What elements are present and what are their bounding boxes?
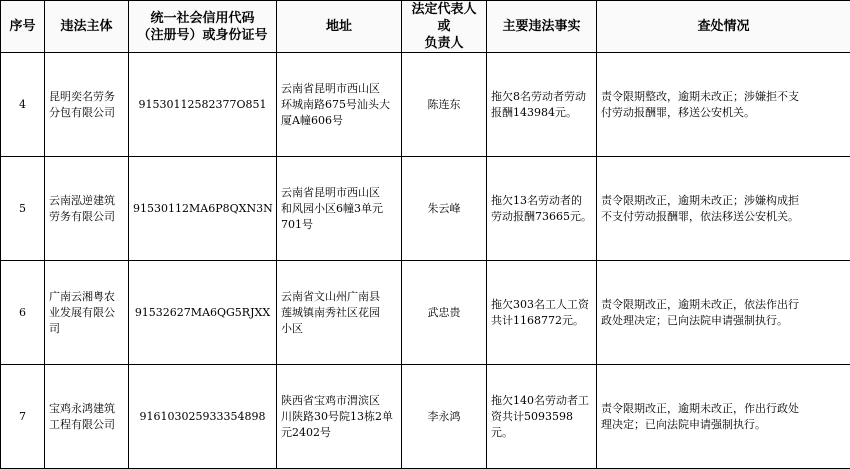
cell-representative: 朱云峰 — [402, 157, 487, 261]
cell-address: 云南省文山州广南县 莲城镇南秀社区花园 小区 — [277, 261, 402, 365]
table-header — [1, 1, 850, 53]
cell-entity: 宝鸡永鸿建筑 工程有限公司 — [45, 365, 129, 469]
cell-address: 云南省昆明市西山区 和风园小区6幢3单元 701号 — [277, 157, 402, 261]
table-row — [1, 53, 850, 157]
cell-facts: 拖欠140名劳动者工 资共计5093598元。 — [487, 365, 597, 469]
cell-representative: 李永鸿 — [402, 365, 487, 469]
header-seq: 序号 — [1, 1, 45, 53]
header-row — [1, 1, 850, 53]
table-body — [1, 53, 850, 469]
cell-seq: 6 — [1, 261, 45, 365]
cell-address: 陕西省宝鸡市渭滨区 川陕路30号院13栋2单 元2402号 — [277, 365, 402, 469]
cell-code: 91532627MA6QG5RJXX — [129, 261, 277, 365]
cell-handling: 责令限期改正，逾期未改正，依法作出行 政处理决定；已向法院申请强制执行。 — [597, 261, 850, 365]
cell-seq: 5 — [1, 157, 45, 261]
cell-handling: 责令限期改正，逾期未改正，作出行政处 理决定；已向法院申请强制执行。 — [597, 365, 850, 469]
cell-handling: 责令限期改正，逾期未改正；涉嫌构成拒 不支付劳动报酬罪，依法移送公安机关。 — [597, 157, 850, 261]
cell-representative: 陈连东 — [402, 53, 487, 157]
table-row — [1, 365, 850, 469]
header-handling: 查处情况 — [597, 1, 850, 53]
header-facts: 主要违法事实 — [487, 1, 597, 53]
cell-code: 91530112MA6P8QXN3N — [129, 157, 277, 261]
header-address: 地址 — [277, 1, 402, 53]
cell-address: 云南省昆明市西山区 环城南路675号汕头大 厦A幢606号 — [277, 53, 402, 157]
cell-seq: 4 — [1, 53, 45, 157]
table-row — [1, 157, 850, 261]
header-entity: 违法主体 — [45, 1, 129, 53]
cell-facts: 拖欠8名劳动者劳动 报酬143984元。 — [487, 53, 597, 157]
cell-entity: 昆明奕名劳务 分包有限公司 — [45, 53, 129, 157]
cell-code: 91530112582377O851 — [129, 53, 277, 157]
header-code: 统一社会信用代码 （注册号）或身份证号 — [129, 1, 277, 53]
table-row — [1, 261, 850, 365]
cell-code: 916103025933354898 — [129, 365, 277, 469]
cell-facts: 拖欠13名劳动者的 劳动报酬73665元。 — [487, 157, 597, 261]
cell-seq: 7 — [1, 365, 45, 469]
cell-facts: 拖欠303名工人工资 共计1168772元。 — [487, 261, 597, 365]
cell-handling: 责令限期整改，逾期未改正；涉嫌拒不支 付劳动报酬罪，移送公安机关。 — [597, 53, 850, 157]
header-representative: 法定代表人或 负责人 — [402, 1, 487, 53]
cell-representative: 武忠贵 — [402, 261, 487, 365]
cell-entity: 广南云湘粤农 业发展有限公 司 — [45, 261, 129, 365]
cell-entity: 云南泓逆建筑 劳务有限公司 — [45, 157, 129, 261]
